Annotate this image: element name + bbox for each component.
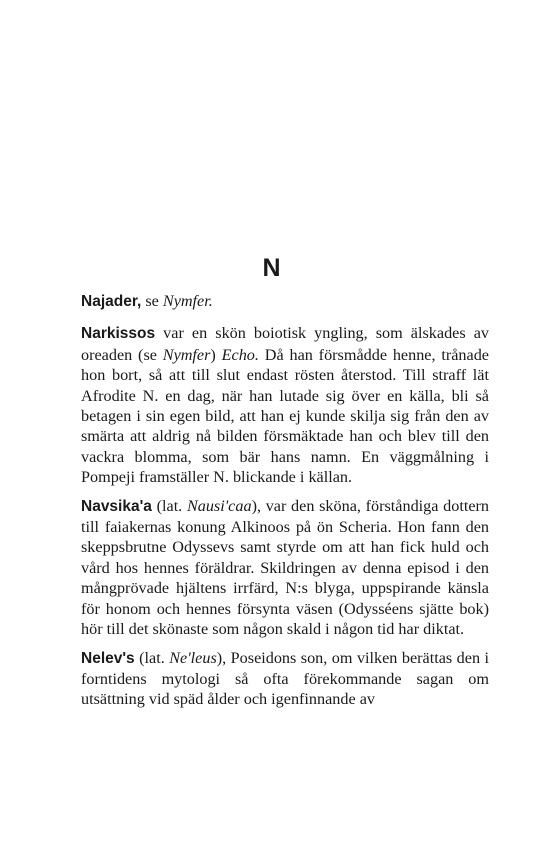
entry-nelevs: [81, 648, 489, 710]
entry-cross-reference: Nymfer: [162, 345, 211, 364]
dictionary-entries: [81, 291, 489, 718]
entry-text: ), var den sköna, förståndiga dottern till faiakernas konung Alkinoos på ön Scheria. Hon fann den skeppsbrutne Odyssevs samt styrde om att han fick huld och vård hos hennes föräldrar. Skildringen av denna episod i den mångprövade hjältens irrfärd, N:s blyga, uppspirande känsla för honom och hennes försynta väsen (Odysséens sjätte bok) hör till det skönaste som någon skald i någon tid har diktat.: [81, 496, 489, 639]
entry-text: var en skön boiotisk yngling, som älskades av oreaden (se: [81, 324, 489, 364]
entry-text: (lat.: [151, 496, 187, 515]
entry-navsikaa: [81, 496, 489, 640]
entry-headword: Najader,: [81, 293, 142, 310]
entry-cross-reference: Nymfer.: [162, 292, 213, 310]
entry-text: se: [141, 292, 163, 310]
entry-text: ): [210, 345, 222, 364]
section-letter-heading: N: [262, 254, 282, 282]
entry-headword: Narkissos: [81, 325, 156, 343]
entry-text: ), Poseidons son, om vilken berättas den i forntidens mytologi så ofta förekommande sagan om utsättning vid späd ålder och igenfinnande av: [81, 648, 490, 709]
entry-text: (lat.: [134, 648, 170, 667]
entry-latin-name: Nausi'caa: [186, 496, 252, 515]
entry-najader: [81, 291, 489, 312]
entry-headword: Nelev's: [81, 649, 135, 667]
entry-headword: Navsika'a: [81, 497, 152, 515]
entry-narkissos: [81, 323, 489, 487]
entry-latin-name: Ne'leus: [169, 648, 217, 667]
entry-text: Då han försmådde henne, trånade hon bort, så att till slut endast rösten återstod. Till straff lät Afrodite N. en dag, när han lutade sig över en källa, bli så betagen i sin egen bild, att han ej kunde skilja sig från den av smärta att aldrig nå bilden försmäktade han och blev till den vackra blomma, som bär hans namn. En väggmålning i Pompeji framställer N. blickande i källan.: [81, 345, 489, 487]
entry-cross-reference: Echo.: [221, 345, 259, 364]
